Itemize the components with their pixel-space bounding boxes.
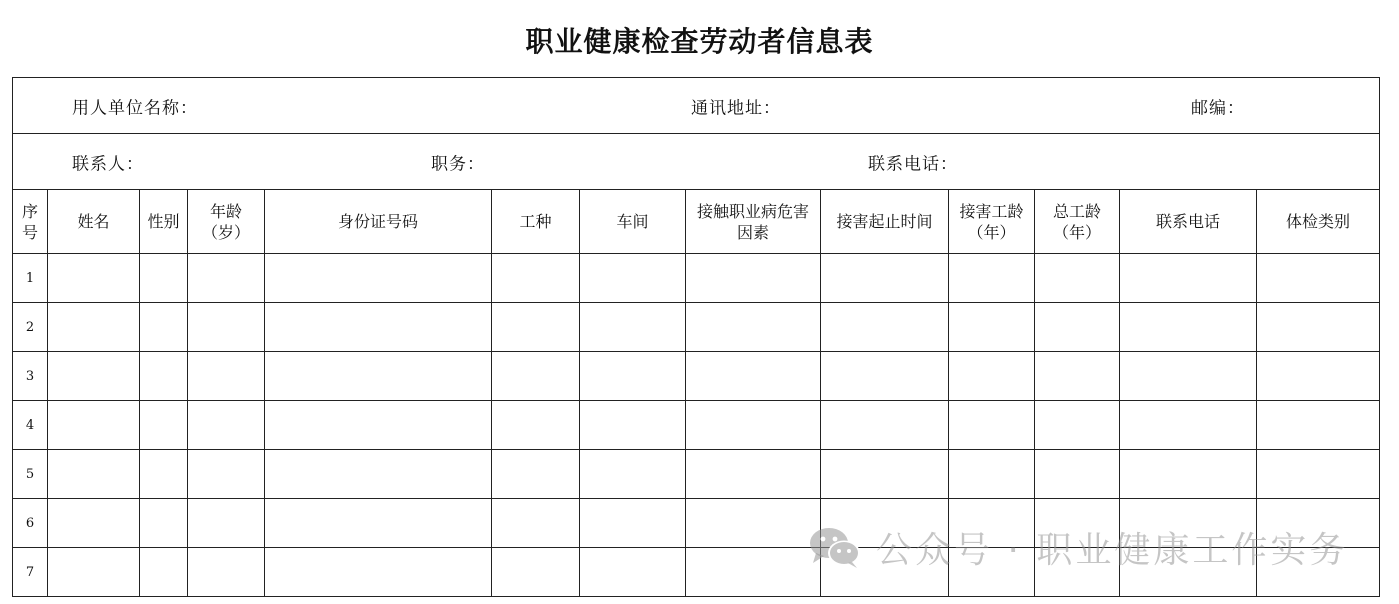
data-cell[interactable] [265, 254, 492, 303]
header-job-type: 工种 [492, 190, 580, 254]
data-cell[interactable] [492, 450, 580, 499]
header-total-years-line1: 总工龄 [1053, 201, 1102, 221]
data-cell[interactable] [188, 450, 265, 499]
row-number: 6 [13, 499, 48, 548]
data-cell[interactable] [1035, 352, 1120, 401]
data-cell[interactable] [949, 352, 1035, 401]
data-cell[interactable] [686, 548, 821, 597]
data-cell[interactable] [1120, 401, 1257, 450]
page-title: 职业健康检查劳动者信息表 [525, 25, 874, 58]
data-cell[interactable] [580, 499, 686, 548]
row-number: 2 [13, 303, 48, 352]
row-number: 1 [13, 254, 48, 303]
row-number: 3 [13, 352, 48, 401]
data-cell[interactable] [580, 254, 686, 303]
data-cell[interactable] [48, 401, 140, 450]
data-cell[interactable] [1120, 303, 1257, 352]
data-cell[interactable] [188, 352, 265, 401]
data-cell[interactable] [140, 303, 188, 352]
table-row [13, 254, 1380, 303]
contact-phone-label: 联系电话： [868, 154, 958, 174]
data-cell[interactable] [1120, 352, 1257, 401]
data-cell[interactable] [1257, 401, 1380, 450]
data-cell[interactable] [140, 450, 188, 499]
data-cell[interactable] [265, 303, 492, 352]
watermark-text: 公众号 · 职业健康工作实务 [876, 529, 1349, 571]
data-cell[interactable] [949, 450, 1035, 499]
header-hazard-factors [686, 190, 821, 254]
header-age [188, 190, 265, 254]
data-cell[interactable] [1257, 450, 1380, 499]
data-cell[interactable] [821, 254, 949, 303]
data-cell[interactable] [686, 254, 821, 303]
data-cell[interactable] [580, 450, 686, 499]
data-cell[interactable] [188, 303, 265, 352]
data-cell[interactable] [188, 254, 265, 303]
data-cell[interactable] [686, 401, 821, 450]
data-cell[interactable] [1035, 303, 1120, 352]
data-cell[interactable] [949, 254, 1035, 303]
data-cell[interactable] [949, 303, 1035, 352]
position-label: 职务： [431, 154, 485, 174]
header-workshop: 车间 [580, 190, 686, 254]
header-age-line2: （岁） [202, 222, 251, 242]
contact-row [13, 134, 1380, 190]
header-hazard-line1: 接触职业病危害 [697, 201, 810, 221]
employer-row [13, 78, 1380, 134]
table-row [13, 303, 1380, 352]
data-cell[interactable] [48, 499, 140, 548]
header-seq: 序号 [13, 190, 48, 254]
header-phone: 联系电话 [1120, 190, 1257, 254]
data-cell[interactable] [48, 303, 140, 352]
data-cell[interactable] [140, 401, 188, 450]
header-exposure-years [949, 190, 1035, 254]
table-row [13, 401, 1380, 450]
row-number: 7 [13, 548, 48, 597]
data-cell[interactable] [265, 450, 492, 499]
data-cell[interactable] [1257, 303, 1380, 352]
data-cell[interactable] [821, 303, 949, 352]
table-row [13, 352, 1380, 401]
row-number: 4 [13, 401, 48, 450]
header-total-years [1035, 190, 1120, 254]
data-cell[interactable] [821, 352, 949, 401]
data-cell[interactable] [492, 548, 580, 597]
header-age-line1: 年龄 [210, 201, 243, 221]
data-cell[interactable] [188, 401, 265, 450]
data-cell[interactable] [140, 254, 188, 303]
header-exposure-years-line1: 接害工龄 [959, 201, 1024, 221]
data-cell[interactable] [580, 303, 686, 352]
data-cell[interactable] [580, 548, 686, 597]
contact-info-cell [13, 134, 1380, 190]
header-exposure-years-line2: （年） [967, 222, 1016, 242]
header-name: 姓名 [48, 190, 140, 254]
data-cell[interactable] [1257, 254, 1380, 303]
header-id-number: 身份证号码 [265, 190, 492, 254]
table-header-row [13, 190, 1380, 254]
data-cell[interactable] [492, 352, 580, 401]
data-cell[interactable] [686, 450, 821, 499]
header-exposure-period: 接害起止时间 [821, 190, 949, 254]
data-cell[interactable] [492, 254, 580, 303]
data-cell[interactable] [492, 499, 580, 548]
data-cell[interactable] [1035, 450, 1120, 499]
employer-name-label: 用人单位名称： [72, 98, 198, 118]
data-cell[interactable] [1257, 352, 1380, 401]
header-hazard-line2: 因素 [737, 222, 770, 242]
header-total-years-line2: （年） [1053, 222, 1102, 242]
data-cell[interactable] [686, 303, 821, 352]
table-row [13, 450, 1380, 499]
header-gender: 性别 [140, 190, 188, 254]
data-cell[interactable] [48, 254, 140, 303]
data-cell[interactable] [265, 548, 492, 597]
data-cell[interactable] [140, 352, 188, 401]
wechat-icon [808, 525, 862, 569]
data-cell[interactable] [265, 401, 492, 450]
data-cell[interactable] [265, 352, 492, 401]
data-cell[interactable] [1035, 401, 1120, 450]
data-cell[interactable] [492, 401, 580, 450]
data-cell[interactable] [821, 450, 949, 499]
employer-info-cell [13, 78, 1380, 134]
data-cell[interactable] [1120, 254, 1257, 303]
contact-person-label: 联系人： [72, 154, 144, 174]
header-exam-type: 体检类别 [1257, 190, 1380, 254]
data-cell[interactable] [1035, 254, 1120, 303]
data-cell[interactable] [48, 352, 140, 401]
row-number: 5 [13, 450, 48, 499]
address-label: 通讯地址： [691, 98, 781, 118]
data-cell[interactable] [188, 499, 265, 548]
data-cell[interactable] [580, 401, 686, 450]
data-cell[interactable] [48, 450, 140, 499]
data-cell[interactable] [1120, 450, 1257, 499]
data-cell[interactable] [580, 352, 686, 401]
worker-info-table [12, 77, 1380, 597]
data-cell[interactable] [140, 548, 188, 597]
data-cell[interactable] [48, 548, 140, 597]
data-cell[interactable] [686, 352, 821, 401]
data-cell[interactable] [140, 499, 188, 548]
data-cell[interactable] [821, 401, 949, 450]
data-cell[interactable] [188, 548, 265, 597]
data-cell[interactable] [686, 499, 821, 548]
data-cell[interactable] [265, 499, 492, 548]
data-cell[interactable] [492, 303, 580, 352]
data-cell[interactable] [949, 401, 1035, 450]
postcode-label: 邮编： [1191, 98, 1245, 118]
watermark [808, 522, 1348, 572]
